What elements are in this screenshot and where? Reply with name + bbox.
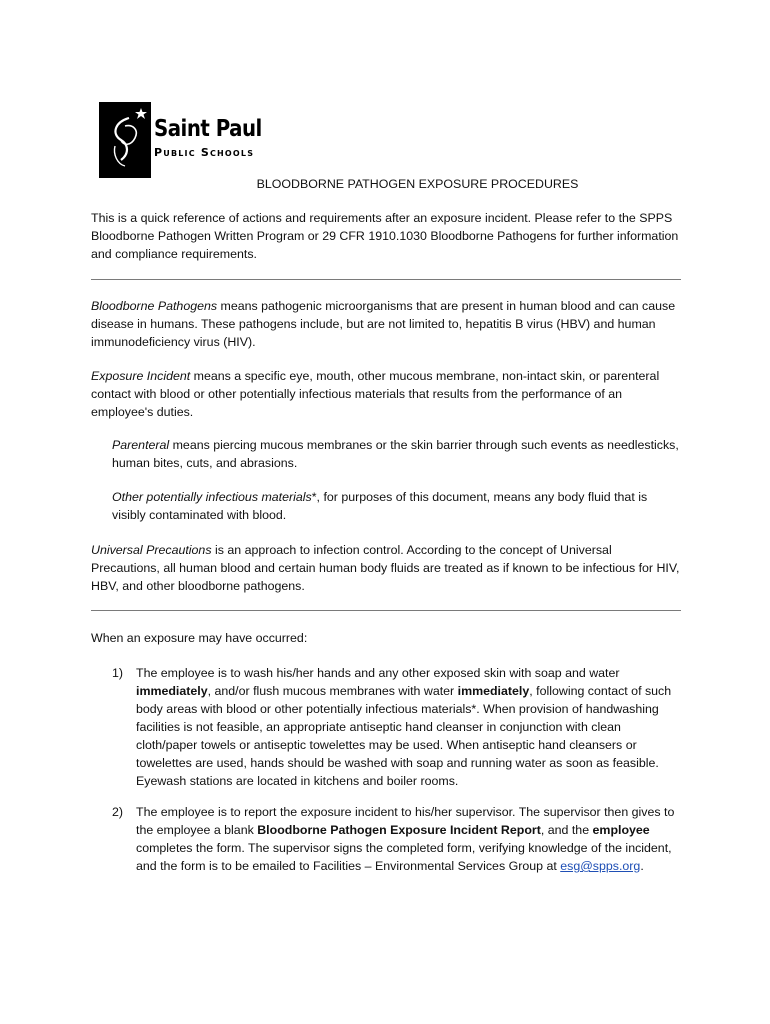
step-text: , and the <box>540 823 593 837</box>
definition-other-potentially-infectious-materials <box>112 488 682 524</box>
logo-text-saint-paul: Saint Paul <box>154 116 262 142</box>
step-text: The employee is to wash his/her hands and any other exposed skin with soap and water <box>136 666 620 680</box>
definition-text: *, for purposes of this document, means any body fluid that is visibly contaminated with blood. <box>112 490 648 522</box>
step-emphasis: employee <box>592 823 650 837</box>
definition-text: means a specific eye, mouth, other mucous membrane, non-intact skin, or parenteral contact with blood or other potentially infectious materials that results from the performance of an employee's duties. <box>91 369 660 419</box>
definition-term: Parenteral <box>112 438 170 452</box>
report-name: Bloodborne Pathogen Exposure Incident Report <box>257 823 541 837</box>
logo-text-public-schools: Public Schools <box>154 146 255 159</box>
definition-term: Other potentially infectious materials <box>112 490 312 504</box>
definition-universal-precautions <box>91 541 681 595</box>
definition-exposure-incident <box>91 367 681 421</box>
document-title: BLOODBORNE PATHOGEN EXPOSURE PROCEDURES <box>256 177 579 191</box>
step-emphasis: immediately <box>457 684 530 698</box>
step-text: completes the form. The supervisor signs the completed form, verifying knowledge of the incident, and the form is to be emailed to Facilities – Environmental Services Group at <box>136 841 672 873</box>
step-text: , and/or flush mucous membranes with water <box>207 684 458 698</box>
exposure-heading: When an exposure may have occurred: <box>91 631 308 645</box>
definition-term: Universal Precautions <box>91 543 212 557</box>
step-emphasis: immediately <box>136 684 208 698</box>
list-item-text <box>136 803 683 875</box>
definition-bloodborne-pathogens <box>91 297 681 351</box>
saint-paul-public-schools-logo <box>99 102 262 178</box>
list-number: 2) <box>112 805 124 819</box>
definition-text: means pathogenic microorganisms that are present in human blood and can cause disease in humans. These pathogens include, but are not limited to, hepatitis B virus (HBV) and human immunodeficiency virus (HIV). <box>91 299 676 349</box>
step-text: . <box>640 859 644 873</box>
definition-text: is an approach to infection control. According to the concept of Universal Precautions, all human blood and certain human body fluids are treated as if known to be infectious for HIV, HBV, and other bloodborne pathogens. <box>91 543 680 593</box>
intro-text: This is a quick reference of actions and requirements after an exposure incident. Please refer to the SPPS Bloodborne Pathogen Written Program or 29 CFR 1910.1030 Bloodborne Pathogens for further information and compliance requirements. <box>91 211 679 261</box>
definition-term: Exposure Incident <box>91 369 191 383</box>
logo-mark-icon <box>99 102 151 178</box>
definition-parenteral <box>112 436 682 472</box>
esg-email-link[interactable]: esg@spps.org <box>560 859 641 873</box>
definition-term: Bloodborne Pathogens <box>91 299 218 313</box>
list-item-text <box>136 664 683 790</box>
divider-line <box>91 610 681 611</box>
divider-line <box>91 279 681 280</box>
step-text: The employee is to report the exposure incident to his/her supervisor. The supervisor then gives to the employee a blank <box>136 805 675 837</box>
intro-paragraph <box>91 209 681 263</box>
definition-text: means piercing mucous membranes or the skin barrier through such events as needlesticks, human bites, cuts, and abrasions. <box>112 438 679 470</box>
list-number: 1) <box>112 666 124 680</box>
step-text: , following contact of such body areas with blood or other potentially infectious materials*. When provision of handwashing facilities is not feasible, an appropriate antiseptic hand cleanser in conjunction with clean cloth/paper towels or antiseptic towelettes may be used. When antiseptic hand cleansers or towelettes are used, hands should be washed with soap and running water as soon as feasible. Eyewash stations are located in kitchens and boiler rooms. <box>136 684 672 788</box>
